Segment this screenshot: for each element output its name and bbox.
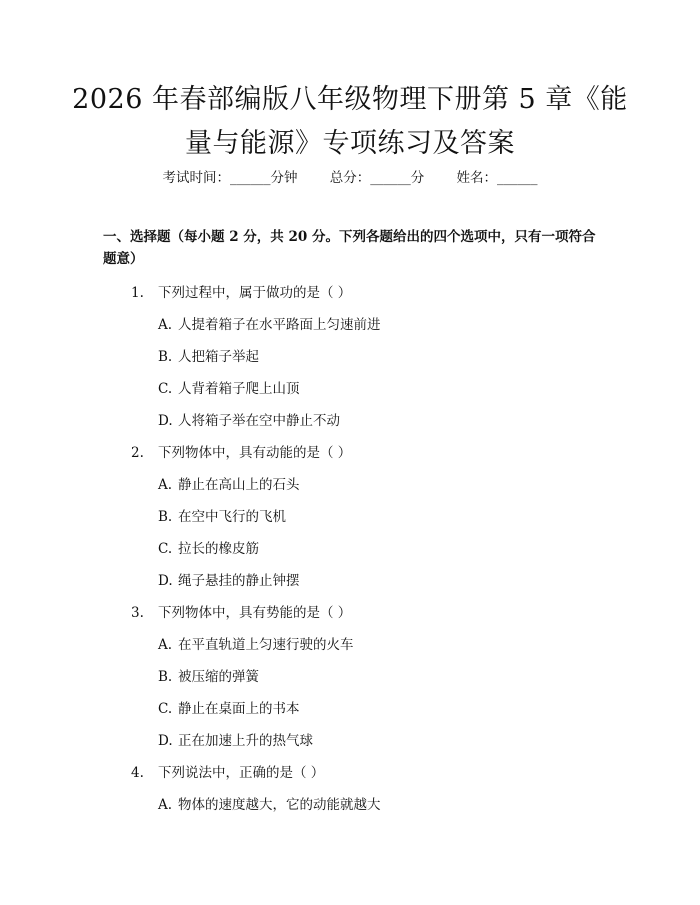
option-a (0, 475, 700, 507)
option-text: 人背着箱子爬上山顶 (178, 381, 300, 397)
option-c (0, 539, 700, 571)
question-4 (0, 763, 700, 827)
option-d (0, 571, 700, 603)
exam-info-line (0, 168, 700, 188)
title-line-1: 2026 年春部编版八年级物理下册第 5 章《能 (72, 84, 628, 115)
question-1 (0, 283, 700, 443)
option-letter: A. (158, 317, 173, 333)
option-text: 静止在桌面上的书本 (178, 701, 300, 717)
option-text: 物体的速度越大，它的动能就越大 (178, 797, 381, 813)
student-name-field: 姓名：______ (456, 170, 538, 186)
option-d (0, 411, 700, 443)
option-letter: B. (158, 349, 173, 365)
option-a (0, 315, 700, 347)
option-text: 人将箱子举在空中静止不动 (178, 413, 340, 429)
question-3 (0, 603, 700, 763)
question-list (0, 283, 700, 827)
option-c (0, 379, 700, 411)
option-letter: C. (158, 701, 173, 717)
option-a (0, 635, 700, 667)
question-stem (0, 443, 700, 475)
question-stem (0, 283, 700, 315)
option-text: 人提着箱子在水平路面上匀速前进 (178, 317, 381, 333)
total-score-field: 总分：______分 (329, 170, 425, 186)
question-text: 下列物体中，具有动能的是（ ） (158, 445, 352, 461)
question-text: 下列过程中，属于做功的是（ ） (158, 285, 352, 301)
question-number: 4. (131, 765, 144, 781)
option-letter: A. (158, 637, 173, 653)
option-b (0, 347, 700, 379)
question-text: 下列物体中，具有势能的是（ ） (158, 605, 352, 621)
option-letter: C. (158, 381, 173, 397)
option-b (0, 667, 700, 699)
question-number: 2. (131, 445, 144, 461)
document-title (60, 78, 640, 166)
option-letter: D. (158, 413, 173, 429)
option-text: 正在加速上升的热气球 (178, 733, 313, 749)
option-text: 拉长的橡皮筋 (178, 541, 259, 557)
option-d (0, 731, 700, 763)
exam-time-field: 考试时间：______分钟 (162, 170, 298, 186)
question-text: 下列说法中，正确的是（ ） (158, 765, 325, 781)
option-text: 在空中飞行的飞机 (178, 509, 286, 525)
option-text: 被压缩的弹簧 (178, 669, 259, 685)
section-heading-multiple-choice: 一、选择题（每小题 2 分，共 20 分。下列各题给出的四个选项中，只有一项符合题意） (103, 229, 596, 267)
option-text: 在平直轨道上匀速行驶的火车 (178, 637, 354, 653)
option-letter: A. (158, 477, 173, 493)
question-number: 1. (131, 285, 144, 301)
option-c (0, 699, 700, 731)
option-letter: C. (158, 541, 173, 557)
question-2 (0, 443, 700, 603)
option-text: 绳子悬挂的静止钟摆 (178, 573, 300, 589)
question-stem (0, 763, 700, 795)
option-a (0, 795, 700, 827)
title-line-2: 量与能源》专项练习及答案 (185, 128, 515, 159)
option-letter: B. (158, 509, 173, 525)
option-text: 静止在高山上的石头 (178, 477, 300, 493)
question-stem (0, 603, 700, 635)
option-b (0, 507, 700, 539)
option-letter: A. (158, 797, 173, 813)
option-letter: D. (158, 733, 173, 749)
option-letter: B. (158, 669, 173, 685)
question-number: 3. (131, 605, 144, 621)
option-text: 人把箱子举起 (178, 349, 259, 365)
option-letter: D. (158, 573, 173, 589)
